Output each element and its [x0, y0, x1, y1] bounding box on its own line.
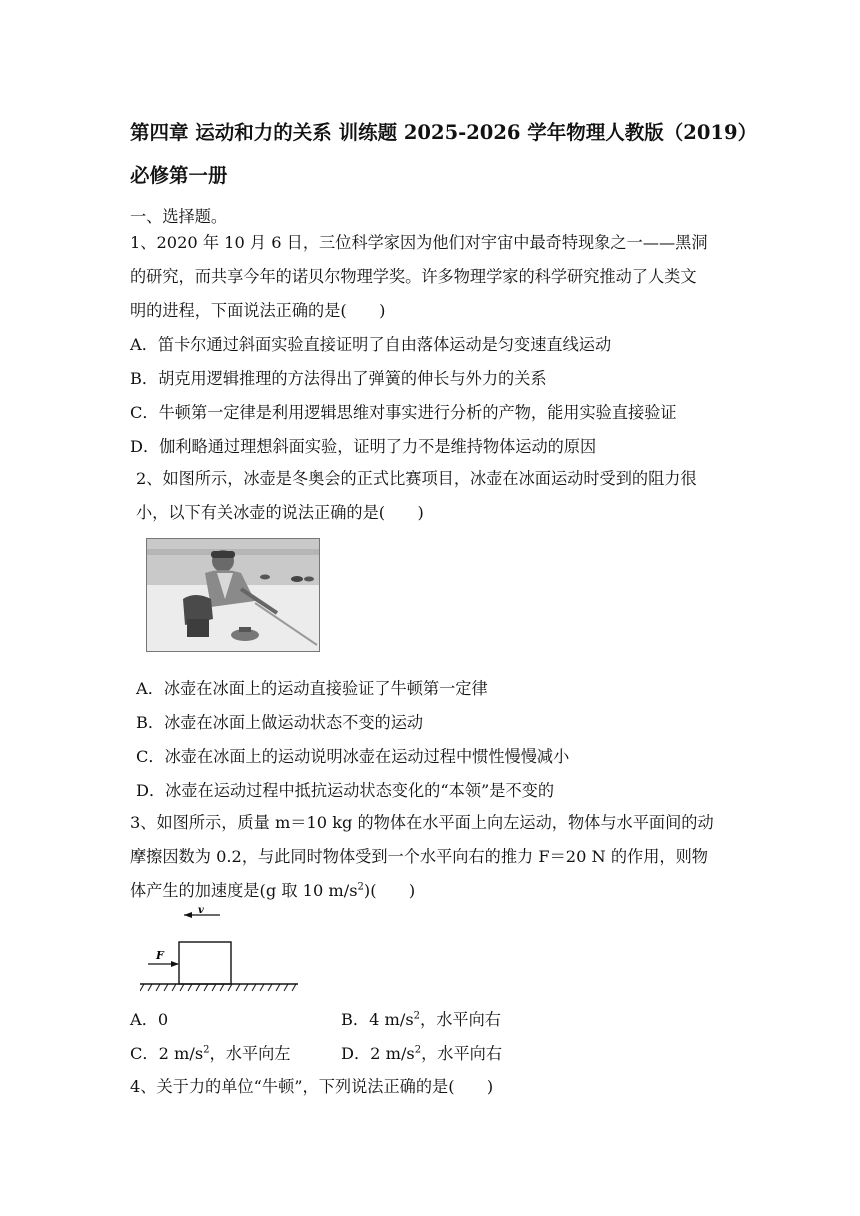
curling-photo: [146, 538, 320, 652]
q2-stem-line1: 2、如图所示，冰壶是冬奥会的正式比赛项目，冰壶在冰面运动时受到的阻力很: [136, 469, 697, 488]
q2-option-b: B．冰壶在冰面上做运动状态不变的运动: [136, 713, 424, 732]
block: [179, 942, 231, 984]
doc-title-line1: 第四章 运动和力的关系 训练题 2025-2026 学年物理人教版（2019）: [130, 121, 758, 144]
doc-title-line2: 必修第一册: [130, 164, 228, 187]
block-force-diagram: [140, 905, 300, 995]
q1-stem-line1: 1、2020 年 10 月 6 日，三位科学家因为他们对宇宙中最奇特现象之一——黑洞: [130, 233, 708, 252]
q2-option-d: D．冰壶在运动过程中抵抗运动状态变化的“本领”是不变的: [136, 781, 555, 800]
force-label: F: [156, 949, 164, 962]
q3-option-a: A．0: [130, 1010, 169, 1029]
q3-stem-line2: 摩擦因数为 0.2，与此同时物体受到一个水平向右的推力 F＝20 N 的作用，则物: [130, 847, 708, 866]
q1-option-d: D．伽利略通过理想斜面实验，证明了力不是维持物体运动的原因: [130, 437, 597, 456]
q1-stem-line2: 的研究，而共享今年的诺贝尔物理学奖。许多物理学家的科学研究推动了人类文: [130, 267, 697, 286]
q2-option-c: C．冰壶在冰面上的运动说明冰壶在运动过程中惯性慢慢减小: [136, 747, 570, 766]
q2-stem-line2: 小，以下有关冰壶的说法正确的是( ): [136, 503, 424, 522]
q3-option-c: C．2 $m/s^2$，水平向左: [130, 1044, 291, 1063]
velocity-label: v: [198, 905, 204, 916]
q2-option-a: A．冰壶在冰面上的运动直接验证了牛顿第一定律: [136, 679, 488, 698]
section-heading: 一、选择题。: [130, 207, 228, 226]
q1-option-a: A．笛卡尔通过斜面实验直接证明了自由落体运动是匀变速直线运动: [130, 335, 612, 354]
q1-stem-line3: 明的进程，下面说法正确的是( ): [130, 301, 386, 320]
curling-photo-graphic: [147, 539, 319, 651]
q1-option-c: C．牛顿第一定律是利用逻辑思维对事实进行分析的产物，能用实验直接验证: [130, 403, 677, 422]
q4-stem-line1: 4、关于力的单位“牛顿”，下列说法正确的是( ): [130, 1077, 494, 1096]
q3-stem-line3: 体产生的加速度是(g 取 10 $m/s^2$)( ): [130, 881, 416, 900]
ground-hatch: [140, 984, 296, 991]
q1-option-b: B．胡克用逻辑推理的方法得出了弹簧的伸长与外力的关系: [130, 369, 547, 388]
q3-option-b: B．4 $m/s^2$，水平向右: [341, 1010, 501, 1029]
q3-stem-line1: 3、如图所示，质量 m＝10 kg 的物体在水平面上向左运动，物体与水平面间的动: [130, 813, 714, 832]
q3-option-d: D．2 $m/s^2$，水平向右: [341, 1044, 503, 1063]
